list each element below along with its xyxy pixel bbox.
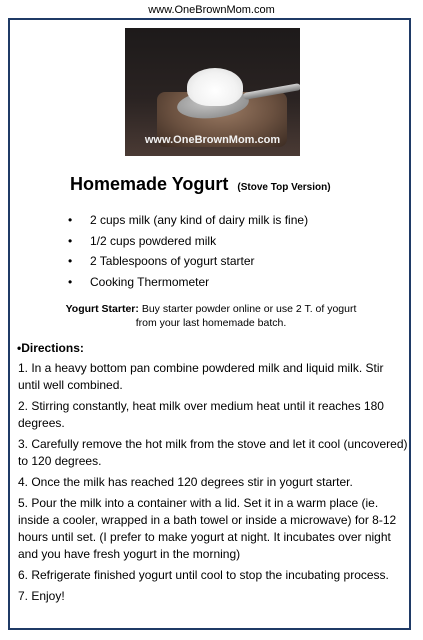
direction-step: 3. Carefully remove the hot milk from the stove and let it cool (uncovered) to 120 degrees. xyxy=(18,437,408,468)
recipe-title xyxy=(70,174,331,195)
bullet-glyph: • xyxy=(68,254,73,268)
direction-step: 2. Stirring constantly, heat milk over medium heat until it reaches 180 degrees. xyxy=(18,399,384,430)
starter-line-2: from your last homemade batch. xyxy=(135,317,287,329)
starter-note xyxy=(28,302,394,330)
direction-step: 7. Enjoy! xyxy=(18,589,65,603)
ingredients-list xyxy=(68,210,308,292)
bullet-glyph: • xyxy=(68,213,73,227)
starter-label: Yogurt Starter: xyxy=(65,303,139,315)
recipe-title-text: Homemade Yogurt xyxy=(70,174,229,194)
ingredient-text: Cooking Thermometer xyxy=(90,274,210,289)
list-item xyxy=(68,251,308,272)
photo-watermark: www.OneBrownMom.com xyxy=(144,134,281,146)
bullet-glyph: • xyxy=(68,274,73,289)
direction-step: 5. Pour the milk into a container with a lid. Set it in a warm place (ie. inside a cooler, wrapped in a bath towel or inside a microwave) for 8-12 hours until set. (I prefer to make yogurt at night. It incubates over night and you have fresh yogurt in the morning) xyxy=(18,496,397,561)
list-item xyxy=(68,210,308,231)
recipe-subtitle: (Stove Top Version) xyxy=(237,182,331,193)
site-url: www.OneBrownMom.com xyxy=(148,4,275,16)
yogurt-photo xyxy=(125,28,300,156)
powder-shape xyxy=(187,68,243,106)
recipe-card xyxy=(8,18,411,630)
starter-line-1: Buy starter powder online or use 2 T. of yogurt xyxy=(141,303,357,315)
directions-list xyxy=(18,360,408,609)
directions-heading: •Directions: xyxy=(17,341,84,355)
direction-step: 1. In a heavy bottom pan combine powdered milk and liquid milk. Stir until well combined. xyxy=(18,361,384,392)
direction-step: 4. Once the milk has reached 120 degrees stir in yogurt starter. xyxy=(18,475,353,489)
direction-step: 6. Refrigerate finished yogurt until cool to stop the incubating process. xyxy=(18,568,389,582)
ingredient-text: 1/2 cups powdered milk xyxy=(90,233,217,248)
list-item xyxy=(68,231,308,252)
ingredient-text: 2 cups milk (any kind of dairy milk is fine) xyxy=(90,213,309,227)
bullet-glyph: • xyxy=(68,233,73,248)
list-item xyxy=(68,272,308,293)
ingredient-text: 2 Tablespoons of yogurt starter xyxy=(90,254,255,268)
